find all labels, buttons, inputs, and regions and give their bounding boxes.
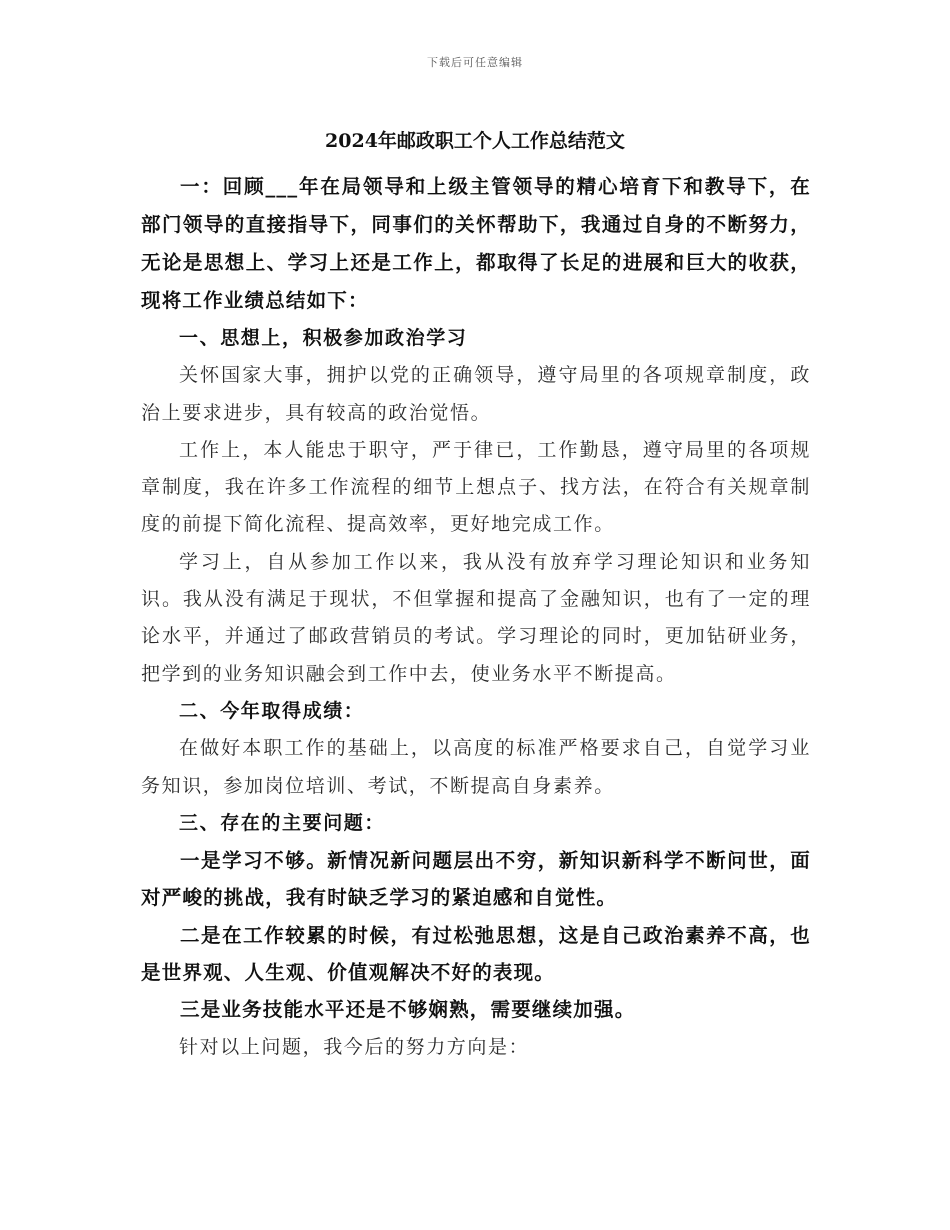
section-heading-problems: 三、存在的主要问题：: [179, 811, 386, 834]
paragraph-study: 学习上，自从参加工作以来，我从没有放弃学习理论知识和业务知识。我从没有满足于现状，不但掌握和提高了金融知识，也有了一定的理论水平，并通过了邮政营销员的考试。学习理论的同时，更加钻研业务，把学到的业务知识融会到工作中去，使业务水平不断提高。: [141, 550, 811, 685]
document-title: 2024年邮政职工个人工作总结范文: [325, 130, 625, 152]
paragraph-politics: 关怀国家大事，拥护以党的正确领导，遵守局里的各项规章制度，政治上要求进步，具有较高的政治觉悟。: [141, 364, 811, 424]
problem-item-3: 三是业务技能水平还是不够娴熟，需要继续加强。: [180, 998, 636, 1022]
problem-item-2: 二是在工作较累的时候，有过松弛思想，这是自己政治素养不高，也是世界观、人生观、价值观解决不好的表现。: [141, 923, 811, 985]
paragraph-work: 工作上，本人能忠于职守，严于律已，工作勤恳，遵守局里的各项规章制度，我在许多工作流程的细节上想点子、找方法，在符合有关规章制度的前提下简化流程、提高效率，更好地完成工作。: [141, 438, 811, 536]
document-body: [141, 168, 811, 1066]
section-heading-thought: 一、思想上，积极参加政治学习: [179, 327, 468, 349]
intro-paragraph: 一：回顾___年在局领导和上级主管领导的精心培育下和教导下，在部门领导的直接指导下，同事们的关怀帮助下，我通过自身的不断努力，无论是思想上、学习上还是工作上，都取得了长足的进展和巨大的收获，现将工作业绩总结如下：: [141, 175, 811, 312]
paragraph-achievements: 在做好本职工作的基础上，以高度的标准严格要求自己，自觉学习业务知识，参加岗位培训、考试，不断提高自身素养。: [141, 737, 811, 797]
section-heading-achievements: 二、今年取得成绩：: [179, 699, 365, 722]
header-note: 下载后可任意编辑: [427, 56, 523, 69]
paragraph-direction: 针对以上问题，我今后的努力方向是：: [179, 1035, 530, 1058]
problem-item-1: 一是学习不够。新情况新问题层出不穷，新知识新科学不断问世，面对严峻的挑战，我有时缺乏学习的紧迫感和自觉性。: [141, 849, 811, 910]
